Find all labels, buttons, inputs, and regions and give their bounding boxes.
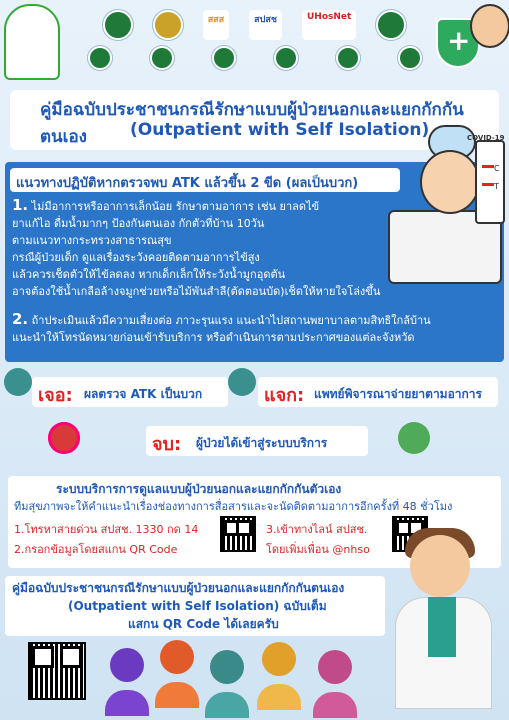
moph-logo-2-icon — [88, 46, 112, 70]
full-guide-subtitle: (Outpatient with Self Isolation) ฉบับเต็ม — [68, 599, 327, 613]
person-illustration — [262, 642, 296, 676]
step-end — [146, 426, 368, 456]
step-give-text: แพทย์พิจารณาจ่ายยาตามอาการ — [314, 387, 482, 401]
virus-icon — [4, 368, 32, 396]
guide-line: กรณีผู้ป่วยเด็ก ดูแลเรื่องระวังคอยติดตามอาการไข้สูง — [12, 251, 260, 264]
dds-logo-icon — [274, 46, 298, 70]
sad-virus-icon — [398, 422, 430, 454]
doctor-mascot-shirt — [428, 597, 456, 657]
guide-line: แล้วควรเช็ดตัวให้ไข้ลดลง หากเด็กเล็กให้ระวังน้ำมูกอุดตัน — [12, 268, 286, 281]
service-subtext: ทีมสุขภาพจะให้คำแนะนำเรื่องช่องทางการสื่อสารและจะนัดติดตามอาการอีกครั้งที่ 48 ชั่วโมง — [14, 500, 453, 513]
atk-t-mark: T — [494, 182, 499, 191]
atk-test-label: COVID-19 — [467, 134, 505, 142]
person-illustration — [210, 650, 244, 684]
dtm-logo-icon — [336, 46, 360, 70]
guide-line: ตามแนวทางกระทรวงสาธารณสุข — [12, 234, 172, 247]
person-illustration — [110, 648, 144, 682]
guide-line: อาจต้องใช้น้ำเกลือล้างจมูกช่วยหรือไม้พันสำลี(ตัดตอนบัด)เช็ดให้หายใจโล่งขึ้น — [12, 285, 381, 298]
guide-line: ยาแก้ไอ ดื่มน้ำมากๆ ป้องกันตนเอง กักตัวที่บ้าน 10วัน — [12, 217, 265, 230]
guide-heading: แนวทางปฏิบัติหากตรวจพบ ATK แล้วขึ้น 2 ขีด (ผลเป็นบวก) — [16, 176, 359, 191]
angry-virus-icon — [48, 422, 80, 454]
guide-heading-box — [10, 168, 400, 192]
qr-register-text: 2.กรอกข้อมูลโดยสแกน QR Code — [14, 543, 178, 556]
step-end-label: จบ: — [152, 434, 182, 455]
step-find-label: เจอ: — [38, 385, 73, 406]
person-illustration — [160, 640, 194, 674]
guide-line: ไม่มีอาการหรืออาการเล็กน้อย รักษาตามอาการ เช่น ยาลดไข้ — [31, 200, 320, 213]
page-title-thai: คู่มือฉบับประชาชนกรณีรักษาแบบผู้ป่วยนอกและแยกกักกันตนเอง — [40, 100, 464, 147]
partner-logos-row-2 — [0, 46, 509, 70]
partner-logos-row — [0, 10, 509, 40]
register-qr-code[interactable] — [220, 516, 256, 552]
atk-test-line — [482, 183, 494, 186]
dms-logo-icon — [376, 10, 406, 40]
atk-test-kit-illustration — [475, 140, 505, 224]
service-heading: ระบบบริการการดูแลแบบผู้ป่วยนอกและแยกกักกันตัวเอง — [56, 482, 342, 496]
dmh-logo-icon — [212, 46, 236, 70]
guide-line: ถ้าประเมินแล้วมีความเสี่ยงต่อ ภาวะรุนแรง แนะนำไปสถานพยาบาลตามสิทธิใกล้บ้าน — [31, 314, 431, 327]
moph-logo-icon — [103, 10, 133, 40]
step-find-text: ผลตรวจ ATK เป็นบวก — [84, 387, 203, 401]
step-give-label: แจก: — [264, 385, 305, 406]
nhso-logo: สปสช — [249, 10, 282, 40]
full-guide-title: คู่มือฉบับประชาชนกรณีรักษาแบบผู้ป่วยนอกและแยกกักกันตนเอง — [12, 581, 345, 595]
sick-child-illustration — [420, 150, 480, 214]
virus-icon — [228, 368, 256, 396]
atk-c-mark: C — [494, 164, 500, 173]
guide-number-1: 1. — [12, 196, 29, 214]
full-guide-cta: แสกน QR Code ได้เลยครับ — [128, 617, 279, 631]
atk-control-line — [482, 165, 494, 168]
cert-logo-icon — [398, 46, 422, 70]
hotline-text: 1.โทรหาสายด่วน สปสช. 1330 กด 14 — [14, 523, 199, 536]
title-banner — [10, 90, 499, 150]
step-give — [258, 377, 498, 407]
guide-line: แนะนำให้โทรนัดหมายก่อนเข้ารับบริการ หรือดำเนินการตามประกาศของแต่ละจังหวัด — [12, 331, 415, 344]
guide-item-2 — [12, 312, 431, 328]
step-end-text: ผู้ป่วยได้เข้าสู่ระบบบริการ — [196, 436, 328, 450]
guide-item-1 — [12, 198, 319, 214]
line-add-friend-text: โดยเพิ่มเพื่อน @nhso — [266, 543, 370, 556]
thaihealth-logo: สสส — [203, 10, 229, 40]
page-title-english: (Outpatient with Self Isolation) — [130, 120, 430, 140]
guide-number-2: 2. — [12, 310, 29, 328]
department-logo-icon — [153, 10, 183, 40]
dms-logo-2-icon — [150, 46, 174, 70]
line-text: 3.เข้าทางไลน์ สปสช. — [266, 523, 368, 536]
step-find — [32, 377, 228, 407]
uhosnet-logo: UHosNet — [302, 10, 356, 40]
person-illustration — [318, 650, 352, 684]
doctor-mascot-illustration — [410, 535, 470, 597]
full-guide-qr-code[interactable] — [28, 642, 86, 700]
